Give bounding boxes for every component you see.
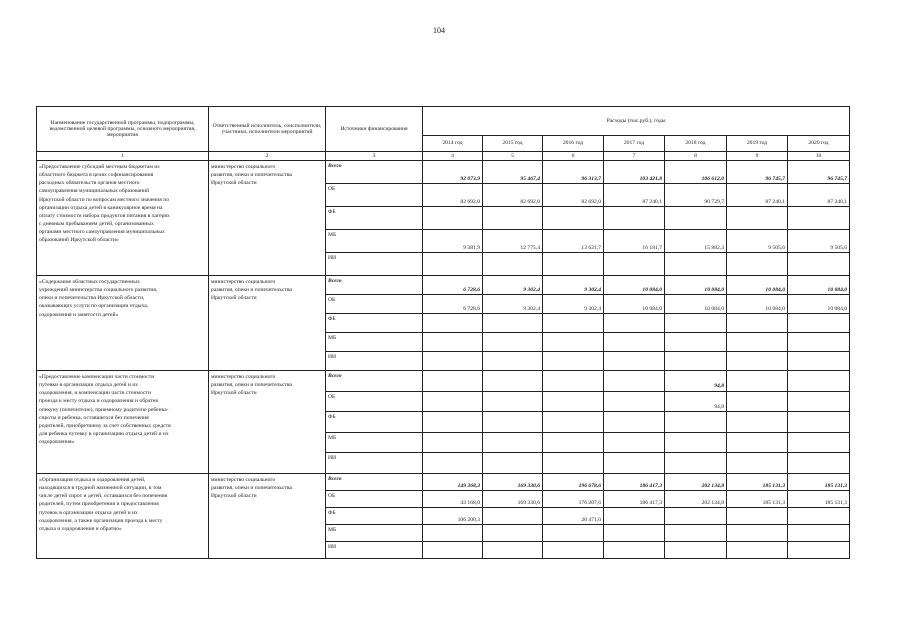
expense-value: 186 417,3 [604,490,665,507]
activity-name-line: «Предоставление компенсации части стоимости [39,374,155,380]
expense-value [604,207,665,230]
expense-value: 202 134,8 [665,473,727,490]
year-header: 2017 год [604,136,665,152]
expense-value [665,507,727,524]
expense-value [483,507,543,524]
expense-value [665,453,727,474]
expense-value: 106 200,3 [423,507,483,524]
expense-value [665,412,727,433]
expense-value [543,432,604,453]
expense-value: 94,8 [665,371,727,392]
expense-value [788,453,850,474]
activity-name-line: образований Иркутской области» [39,237,119,244]
expense-value: 96 745,7 [727,161,788,184]
expense-value: 176 207,6 [543,490,604,507]
funding-source: ФБ [326,314,423,333]
executor-line: Иркутской области [211,390,257,397]
expense-value: 169 330,6 [483,490,543,507]
expense-value: 185 131,3 [727,490,788,507]
activity-name-line: оздоровления, а также организация проезда к месту [39,517,163,524]
funding-source: МБ [326,524,423,541]
expense-value [604,253,665,276]
funding-source: МБ [326,432,423,453]
funding-source: ОБ [326,391,423,412]
expense-value: 94,8 [665,391,727,412]
expense-value [483,524,543,541]
expense-value [483,371,543,392]
executor-line: развития, опеки и попечительства [211,485,292,492]
expense-value [543,207,604,230]
expense-value [604,391,665,412]
executor-line: министерство социального [211,164,276,170]
expense-value [727,453,788,474]
year-header: 2018 год [665,136,727,152]
expense-value [788,391,850,412]
expense-value: 9 302,4 [483,276,543,295]
expense-value [543,453,604,474]
executor-line: министерство социального [211,374,276,380]
expense-value [483,352,543,371]
expense-value: 196 678,6 [543,473,604,490]
expense-value [727,371,788,392]
activity-name-line: отдыха и оздоровления и обратно» [39,525,122,532]
expense-value [727,333,788,352]
year-header: 2014 год [423,136,483,152]
funding-source: ИИ [326,352,423,371]
activity-name-line: числе детей сирот и детей, оставшихся без попечения [39,493,168,500]
expense-value: 43 168,0 [423,490,483,507]
activity-name-line: областного бюджета в целях софинансирования [39,172,154,179]
expense-value: 87 240,1 [788,184,850,207]
expense-value [604,412,665,433]
budget-table [36,106,850,559]
expense-value [423,371,483,392]
expense-value: 186 417,3 [604,473,665,490]
expense-value [543,371,604,392]
expense-value: 10 084,0 [727,295,788,314]
expense-value [423,412,483,433]
table-row [37,371,850,392]
expense-value: 9 381,9 [423,230,483,253]
activity-name-line: оказывающих услуги по организации отдыха, [39,303,149,310]
expense-value: 82 692,0 [423,184,483,207]
expense-value: 202 134,8 [665,490,727,507]
expense-value: 149 368,3 [423,473,483,490]
activity-name-line: находящихся в трудной жизненной ситуации, в том [39,485,162,492]
table-row [37,473,850,490]
expense-value [543,541,604,558]
activity-name-line: «Организация отдыха и оздоровления детей, [39,476,146,483]
expense-value: 15 882,3 [665,230,727,253]
expense-value: 185 131,3 [788,473,850,490]
expense-value [727,391,788,412]
expense-value [727,412,788,433]
activity-name-line: оздоровления и занятости детей» [39,311,119,318]
activity-name-line: учреждений министерства социального развития, [39,287,158,294]
expense-value: 13 621,7 [543,230,604,253]
expense-value [423,333,483,352]
funding-source: ОБ [326,295,423,314]
activity-name-line: родителей, путем приобретения и предоставления [39,501,159,508]
expense-value [483,412,543,433]
expense-value [788,314,850,333]
expense-value [665,352,727,371]
expense-value: 9 302,4 [483,295,543,314]
expense-value [727,432,788,453]
table-row [37,161,850,184]
activity-name-line: оздоровления, и компенсации части стоимости [39,390,151,397]
activity-name-line: «Содержание областных государственных [39,279,140,285]
executor-line: Иркутской области [211,493,257,500]
expense-value [604,541,665,558]
expense-value [543,314,604,333]
activity-name-line: сироты и ребенка, оставшегося без попечения [39,414,149,421]
expense-value [788,333,850,352]
expense-value: 9 302,4 [543,295,604,314]
executor-line: Иркутской области [211,180,257,187]
expense-value: 96 313,7 [543,161,604,184]
activity-name-line: «Предоставление субсидий местным бюджетам из [39,164,160,170]
executor-line: развития, опеки и попечительства [211,172,292,179]
activity-name-line: оздоровления» [39,439,75,446]
expense-value [727,541,788,558]
activity-name-line: организации отдыха детей в каникулярное время на [39,204,163,211]
expense-value: 185 131,3 [727,473,788,490]
column-number: 2 [209,152,326,161]
expense-value [543,333,604,352]
activity-name-line: Иркутской области по вопросам местного значения по [39,196,170,203]
expense-value [604,507,665,524]
expense-value [543,524,604,541]
activity-name [37,473,209,558]
executor-line: министерство социального [211,476,276,483]
page-number: 104 [433,26,445,35]
expense-value [423,207,483,230]
expense-value [604,314,665,333]
funding-source: ФБ [326,507,423,524]
header-source: Источники финансирования [326,107,423,152]
expense-value [543,352,604,371]
expense-value [423,541,483,558]
expense-value [665,314,727,333]
expense-value [727,207,788,230]
executor [209,371,326,474]
expense-value: 10 084,0 [727,276,788,295]
expense-value [423,253,483,276]
funding-source: Всего [326,371,423,392]
column-number-row [37,152,850,161]
funding-source: МБ [326,333,423,352]
header-row [37,107,850,136]
expense-value [423,352,483,371]
funding-source: Всего [326,161,423,184]
expense-value: 10 084,0 [788,295,850,314]
executor [209,161,326,276]
expense-value: 6 728,6 [423,295,483,314]
activity-name-line: органами местного самоуправления муниципальных [39,229,165,236]
executor [209,276,326,371]
column-number: 4 [423,152,483,161]
expense-value: 10 084,0 [604,276,665,295]
expense-value [604,352,665,371]
column-number: 1 [37,152,209,161]
expense-value: 9 505,6 [788,230,850,253]
expense-value: 12 775,4 [483,230,543,253]
expense-value [483,432,543,453]
expense-value: 92 073,9 [423,161,483,184]
expense-value [788,432,850,453]
expense-value [604,333,665,352]
expense-value: 82 692,0 [543,184,604,207]
column-number: 9 [727,152,788,161]
expense-value [483,541,543,558]
expense-value: 10 084,0 [788,276,850,295]
funding-source: ИИ [326,541,423,558]
activity-name-line: проезда к месту отдыха и оздоровления и обратно [39,398,159,405]
expense-value [604,453,665,474]
expense-value: 10 084,0 [665,276,727,295]
expense-value [788,524,850,541]
expense-value: 96 745,7 [788,161,850,184]
expense-value [665,541,727,558]
expense-value [665,524,727,541]
expense-value [543,391,604,412]
funding-source: ОБ [326,184,423,207]
expense-value [423,453,483,474]
expense-value [727,507,788,524]
expense-value [788,412,850,433]
executor-line: Иркутской области [211,295,257,302]
activity-name-line: путевки в организации отдыха детей и их [39,382,139,389]
column-number: 7 [604,152,665,161]
year-header: 2016 год [543,136,604,152]
expense-value [788,253,850,276]
expense-value [483,207,543,230]
activity-name-line: путевок в организации отдыха детей и их [39,509,138,516]
funding-source: ИИ [326,253,423,276]
activity-name-line: расходных обязательств органов местного [39,180,140,187]
funding-source: ФБ [326,207,423,230]
expense-value [423,391,483,412]
activity-name [37,161,209,276]
expense-value [483,391,543,412]
table-row [37,276,850,295]
activity-name [37,371,209,474]
funding-source: Всего [326,473,423,490]
expense-value [604,371,665,392]
expense-value [665,333,727,352]
activity-name-line: оплату стоимости набора продуктов питания в лагерях [39,212,170,219]
executor [209,473,326,558]
header-name: Наименование государственной программы, подпрограммы, ведомственной целевой программы, основного мероприятия, мероприятия [37,107,209,152]
activity-name [37,276,209,371]
expense-value: 95 467,4 [483,161,543,184]
funding-source: ФБ [326,412,423,433]
expense-value [665,253,727,276]
expense-value: 169 330,6 [483,473,543,490]
expense-value: 9 302,4 [543,276,604,295]
funding-source: МБ [326,230,423,253]
activity-name-line: самоуправления муниципальных образований [39,188,150,195]
expense-value [727,253,788,276]
expense-value [604,432,665,453]
column-number: 10 [788,152,850,161]
expense-value: 90 729,7 [665,184,727,207]
expense-value [483,253,543,276]
year-header: 2015 год [483,136,543,152]
expense-value [727,352,788,371]
column-number: 6 [543,152,604,161]
expense-value [727,314,788,333]
expense-value: 20 471,0 [543,507,604,524]
expense-value: 87 240,1 [727,184,788,207]
expense-value [543,253,604,276]
expense-value [665,432,727,453]
expense-value: 82 692,0 [483,184,543,207]
expense-value: 185 131,3 [788,490,850,507]
expense-value: 106 612,0 [665,161,727,184]
activity-name-line: опекуну (попечителю), приемному родителю ребенка- [39,406,169,413]
expense-value [788,507,850,524]
expense-value [483,314,543,333]
year-header: 2020 год [788,136,850,152]
expense-value: 6 728,6 [423,276,483,295]
funding-source: ИИ [326,453,423,474]
expense-value [483,333,543,352]
executor-line: развития, опеки и попечительства [211,287,292,294]
expense-value [604,524,665,541]
expense-value [423,432,483,453]
expense-value: 10 084,0 [604,295,665,314]
activity-name-line: для ребенка путевку в организацию отдыха детей и их [39,430,169,437]
expense-value [665,207,727,230]
expense-value [423,524,483,541]
expense-value [788,371,850,392]
executor-line: министерство социального [211,279,276,285]
expense-value [483,453,543,474]
column-number: 3 [326,152,423,161]
activity-name-line: с дневным пребыванием детей, организованных [39,220,154,227]
activity-name-line: опеки и попечительства Иркутской области, [39,295,145,302]
expense-value [788,207,850,230]
year-header: 2019 год [727,136,788,152]
expense-value [423,314,483,333]
funding-source: ОБ [326,490,423,507]
expense-value [543,412,604,433]
header-expenses: Расходы (тыс.руб.), годы [423,107,850,136]
column-number: 8 [665,152,727,161]
header-executor: Ответственный исполнитель, соисполнители, участники, исполнители мероприятий [209,107,326,152]
funding-source: Всего [326,276,423,295]
expense-value [788,541,850,558]
activity-name-line: родителей, приобретшему за счет собственных средств [39,422,171,429]
expense-value: 9 505,6 [727,230,788,253]
expense-value: 87 240,1 [604,184,665,207]
expense-value [727,524,788,541]
expense-value: 103 421,8 [604,161,665,184]
expense-value: 10 084,0 [665,295,727,314]
expense-value [788,352,850,371]
executor-line: развития, опеки и попечительства [211,382,292,389]
column-number: 5 [483,152,543,161]
expense-value: 16 181,7 [604,230,665,253]
